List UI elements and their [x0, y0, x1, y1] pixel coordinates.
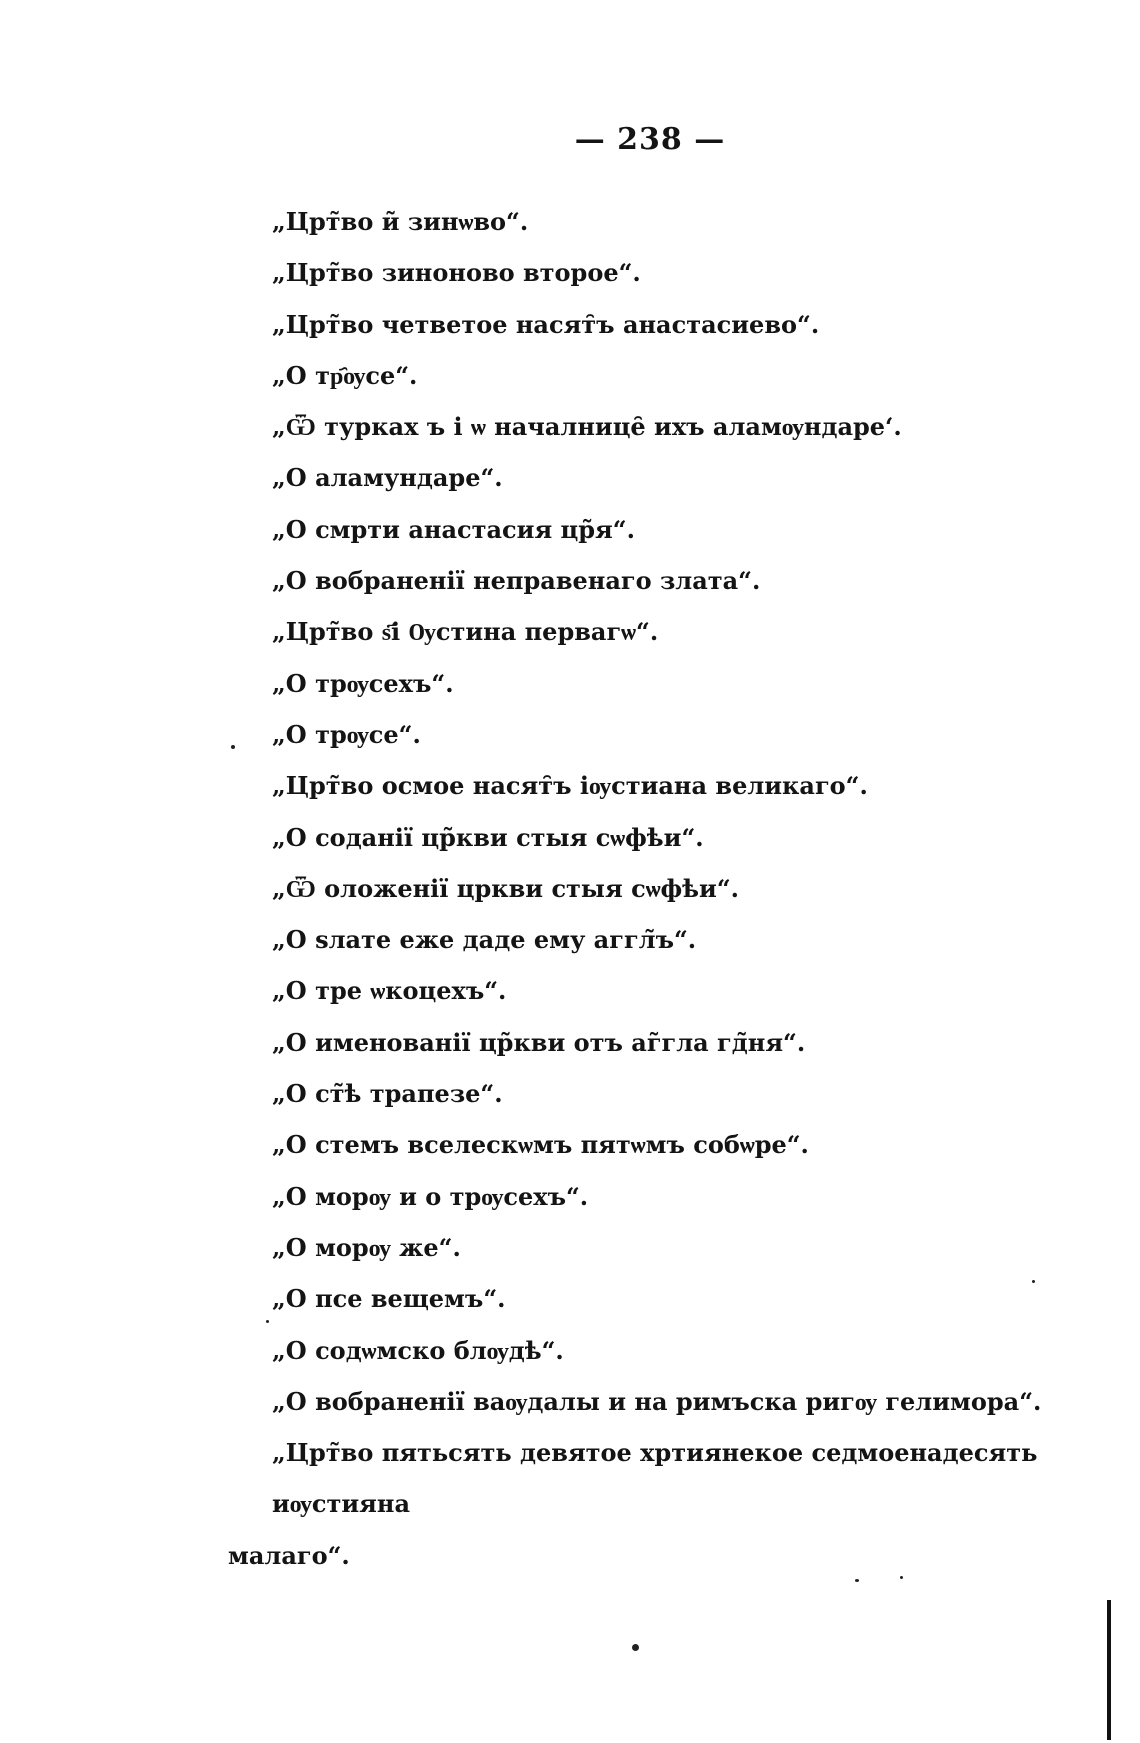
entry-line: „О содѡмско блѹдѣ“. [272, 1335, 564, 1365]
scan-speck [632, 1644, 639, 1651]
scan-edge-mark [1107, 1600, 1111, 1740]
entry-line: „О морѹ же“. [272, 1232, 461, 1262]
entry-line-continuation: малаго“. [228, 1540, 350, 1570]
entry-line: „О трѹсе“. [272, 719, 421, 749]
scan-speck [1032, 1280, 1035, 1283]
scan-speck [266, 1320, 269, 1323]
entry-line: „Црт̃во ѕ҃і Ѹстина первагѡ“. [272, 617, 659, 647]
entry-line: „О морѹ и о трѹсехъ“. [272, 1181, 589, 1211]
entry-list [228, 196, 1062, 1581]
entry-line: „Црт̃во осмое насят̑ъ іѹстиана великаго“. [272, 771, 868, 801]
scan-speck [900, 1576, 903, 1579]
entry-line: „О тре ѡкоцехъ“. [272, 976, 507, 1006]
scan-speck [231, 745, 235, 749]
entry-line: „Црт̃во четветое насят̑ъ анастасиево“. [272, 309, 820, 339]
page-number: — 238 — [574, 122, 726, 157]
entry-line: „Ѿ оложенії цркви стыя сѡфѣи“. [272, 873, 740, 903]
entry-line: „О соданії цр̃кви стыя сѡфѣи“. [272, 822, 704, 852]
entry-line: „Црт̃во и̃ зинѡво“. [272, 207, 529, 236]
entry-line: „О вобраненії ваѹдалы и на римъска ригѹ гелимора“. [272, 1386, 1042, 1416]
entry-line: „О ѕлате еже даде ему аггл̃ъ“. [272, 925, 697, 955]
entry-line: „О псе вещемъ“. [272, 1284, 506, 1314]
entry-line: „О аламундаре“. [272, 463, 503, 493]
entry-line: „Црт̃во зиноново второе“. [272, 258, 641, 288]
entry-wrapped [228, 1427, 1062, 1581]
entry-line: „О смрти анастасия цр̃я“. [272, 514, 635, 544]
entry-line: „Ѿ турках ъ і ѡ началнице̑ ихъ аламѹндаре‘. [272, 412, 902, 442]
entry-line: „О тр҄ѹсе“. [272, 360, 418, 390]
entry-line: „О стемъ вселескѡмъ пятѡмъ собѡре“. [272, 1130, 809, 1160]
entry-line: „О именованії цр̃кви отъ аг̃гла гд̃ня“. [272, 1027, 806, 1057]
entry-line: „О трѹсехъ“. [272, 668, 454, 698]
entry-line: „О вобраненії неправенаго злата“. [272, 566, 761, 596]
entry-line-first: „Црт̃во пятьсять девятое хртиянекое седмоенадесять иѹстияна [272, 1438, 1038, 1519]
entry-line: „О ст̃ѣ трапезе“. [272, 1079, 503, 1109]
scan-speck [855, 1579, 859, 1582]
